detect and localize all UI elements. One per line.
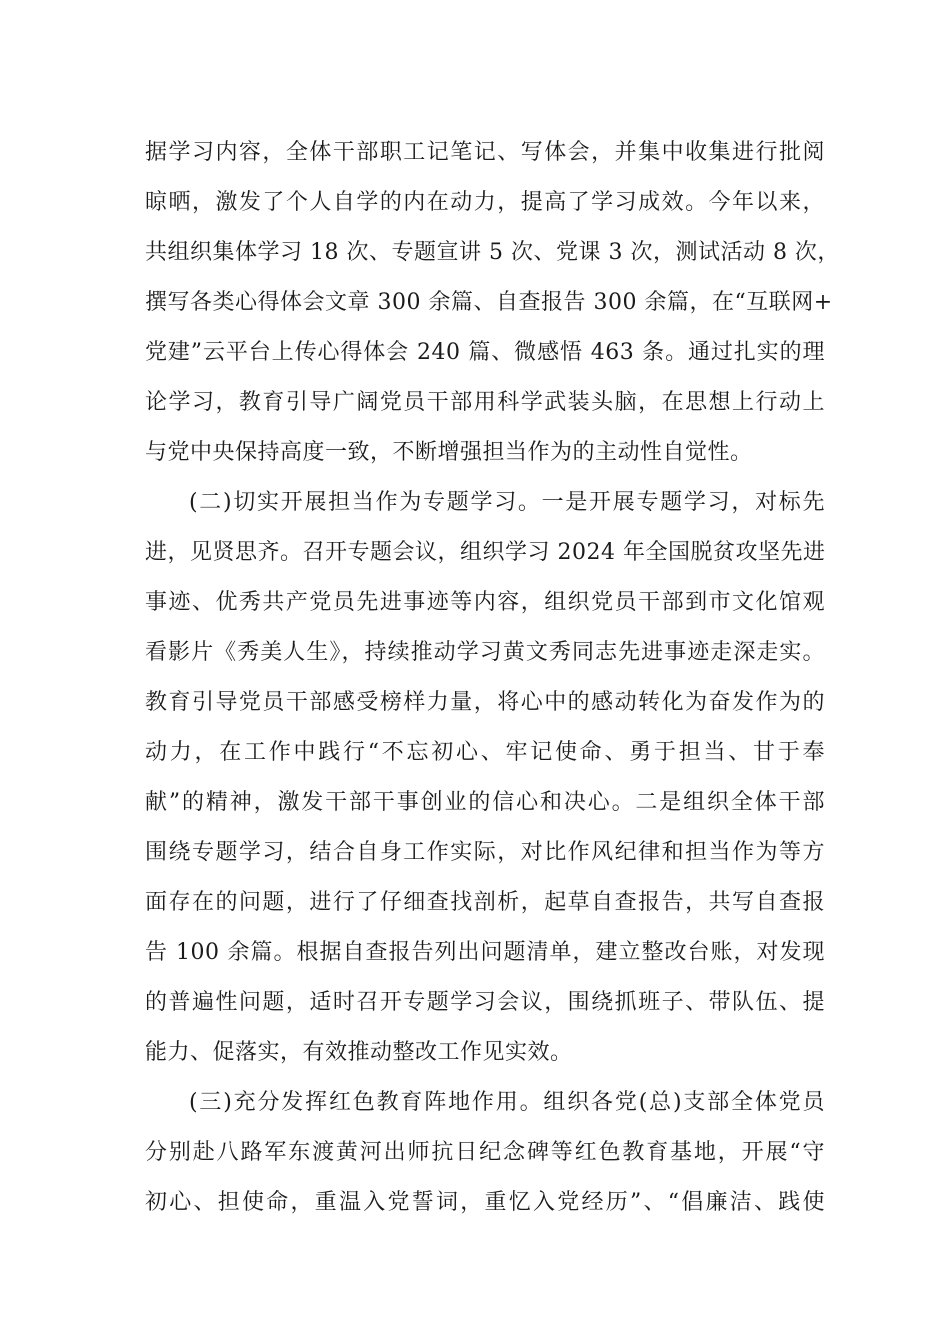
text-line: 据学习内容，全体干部职工记笔记、写体会，并集中收集进行批阅 xyxy=(145,140,825,165)
text-line: 晾晒，激发了个人自学的内在动力，提高了学习成效。今年以来， xyxy=(145,190,825,215)
text-line: 分别赴八路军东渡黄河出师抗日纪念碑等红色教育基地，开展“守 xyxy=(145,1140,825,1165)
text-line: 共组织集体学习 18 次、专题宣讲 5 次、党课 3 次，测试活动 8 次， xyxy=(145,240,840,265)
text-line: 党建”云平台上传心得体会 240 篇、微感悟 463 条。通过扎实的理 xyxy=(145,340,825,365)
text-line: 围绕专题学习，结合自身工作实际，对比作风纪律和担当作为等方 xyxy=(145,840,825,865)
text-line: 能力、促落实，有效推动整改工作见实效。 xyxy=(145,1040,573,1065)
paragraph-heading-line: (三)充分发挥红色教育阵地作用。组织各党(总)支部全体党员 xyxy=(189,1090,825,1115)
text-line: 撰写各类心得体会文章 300 余篇、自查报告 300 余篇，在“互联网+ xyxy=(145,290,833,315)
text-line: 看影片《秀美人生》，持续推动学习黄文秀同志先进事迹走深走实。 xyxy=(145,640,825,665)
text-line: 与党中央保持高度一致，不断增强担当作为的主动性自觉性。 xyxy=(145,440,753,465)
text-line: 献”的精神，激发干部干事创业的信心和决心。二是组织全体干部 xyxy=(145,790,825,815)
text-line: 论学习，教育引导广阔党员干部用科学武装头脑，在思想上行动上 xyxy=(145,390,825,415)
paragraph-heading-line: (二)切实开展担当作为专题学习。一是开展专题学习，对标先 xyxy=(189,490,825,515)
text-line: 动力，在工作中践行“不忘初心、牢记使命、勇于担当、甘于奉 xyxy=(145,740,825,765)
text-line: 事迹、优秀共产党员先进事迹等内容，组织党员干部到市文化馆观 xyxy=(145,590,825,615)
text-line: 教育引导党员干部感受榜样力量，将心中的感动转化为奋发作为的 xyxy=(145,690,825,715)
text-line: 初心、担使命，重温入党誓词，重忆入党经历”、“倡廉洁、践使 xyxy=(145,1190,825,1215)
text-line: 的普遍性问题，适时召开专题学习会议，围绕抓班子、带队伍、提 xyxy=(145,990,825,1015)
text-line: 告 100 余篇。根据自查报告列出问题清单，建立整改台账，对发现 xyxy=(145,940,825,965)
text-line: 进，见贤思齐。召开专题会议，组织学习 2024 年全国脱贫攻坚先进 xyxy=(145,540,826,565)
text-line: 面存在的问题，进行了仔细查找剖析，起草自查报告，共写自查报 xyxy=(145,890,825,915)
